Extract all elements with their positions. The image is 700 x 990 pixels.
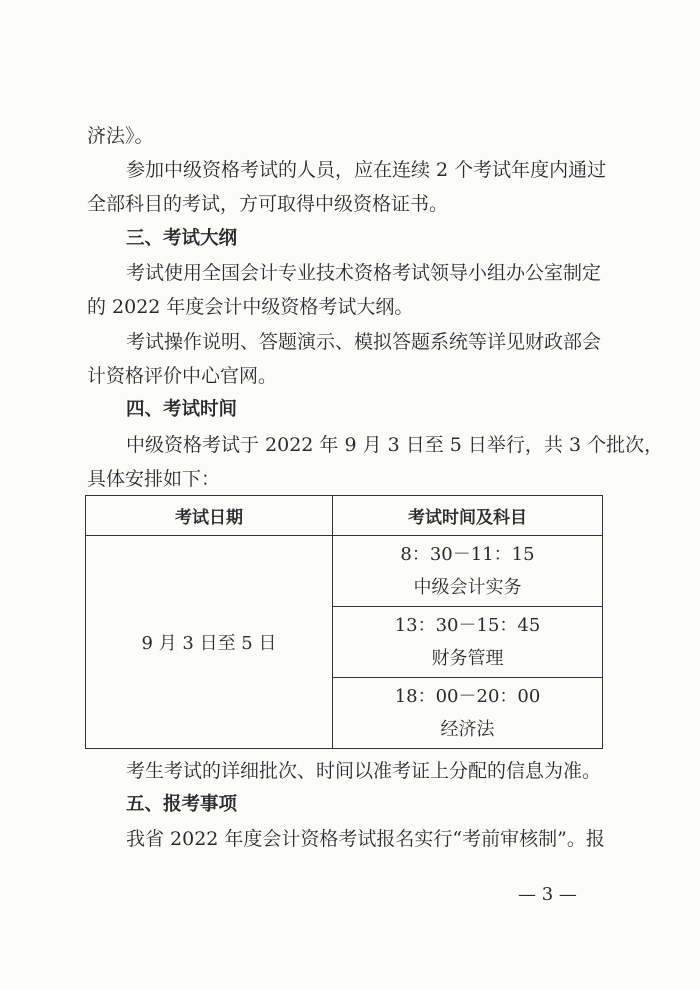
- table-row: [86, 536, 603, 607]
- time-slot-cell: [333, 607, 603, 678]
- paragraph-line: 全部科目的考试，方可取得中级资格证书。: [87, 193, 449, 215]
- slot-time: 18：00－20：00: [394, 686, 541, 707]
- paragraph-line: 我省 2022 年度会计资格考试报名实行“考前审核制”。报: [126, 828, 605, 850]
- header-exam-time-subject: 考试时间及科目: [333, 496, 603, 536]
- section-heading: 三、考试大纲: [126, 228, 238, 249]
- section-heading: 五、报考事项: [126, 794, 238, 815]
- paragraph-line: 计资格评价中心官网。: [87, 365, 278, 387]
- slot-subject: 经济法: [440, 719, 495, 740]
- paragraph-line: 考试操作说明、答题演示、模拟答题系统等详见财政部会: [126, 331, 602, 353]
- slot-subject: 中级会计实务: [413, 577, 522, 598]
- paragraph-line: 中级资格考试于 2022 年 9 月 3 日至 5 日举行，共 3 个批次，: [126, 434, 664, 456]
- exam-date-cell: 9 月 3 日至 5 日: [86, 536, 333, 749]
- slot-time: 13：30－15：45: [394, 615, 541, 636]
- paragraph-line: 参加中级资格考试的人员，应在连续 2 个考试年度内通过: [126, 159, 607, 181]
- slot-time: 8：30－11：15: [400, 544, 535, 565]
- paragraph-line: 考试使用全国会计专业技术资格考试领导小组办公室制定: [126, 262, 602, 284]
- table-header-row: [86, 496, 603, 536]
- time-slot-cell: [333, 536, 603, 607]
- section-heading: 四、考试时间: [126, 399, 238, 420]
- exam-schedule-table: [85, 495, 603, 749]
- page-number: — 3 —: [518, 884, 577, 905]
- header-exam-date: 考试日期: [86, 496, 333, 536]
- paragraph-line: 济法》。: [87, 125, 154, 147]
- paragraph-line: 考生考试的详细批次、时间以准考证上分配的信息为准。: [126, 760, 602, 782]
- time-slot-cell: [333, 678, 603, 749]
- paragraph-line: 的 2022 年度会计中级资格考试大纲。: [87, 296, 414, 318]
- paragraph-line: 具体安排如下：: [87, 468, 221, 490]
- slot-subject: 财务管理: [431, 648, 504, 669]
